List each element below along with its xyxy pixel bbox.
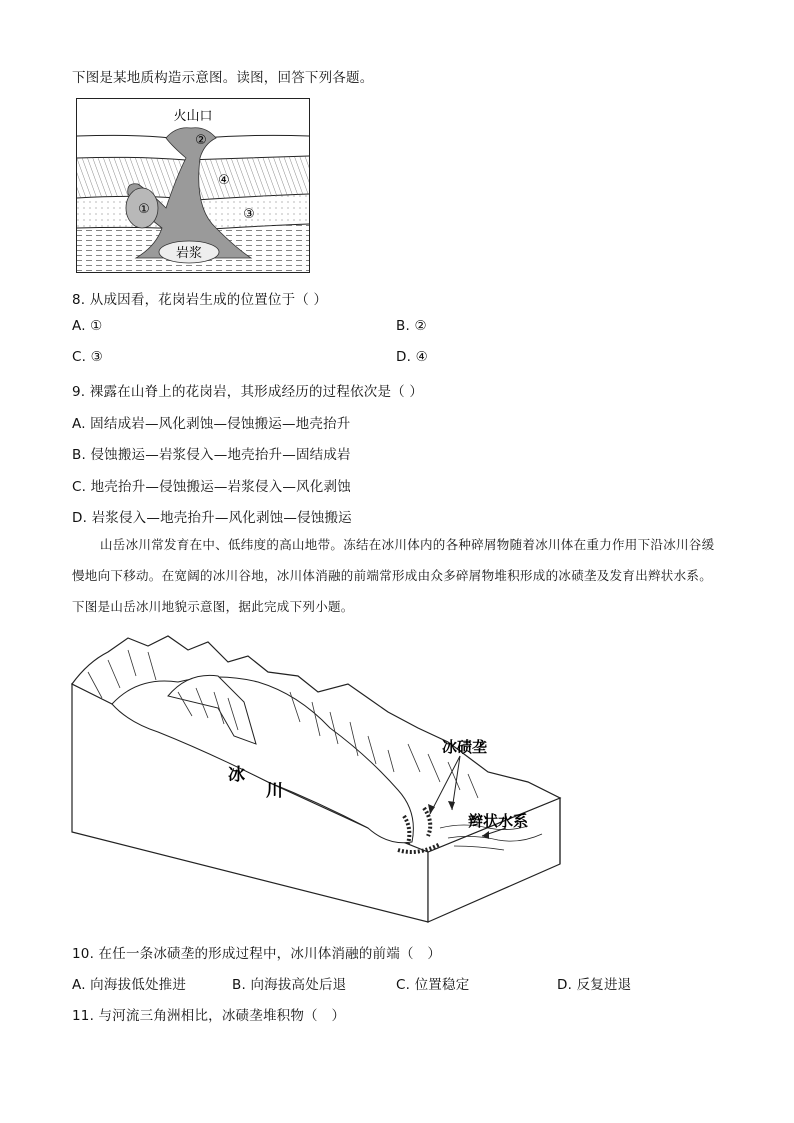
q8-option-c[interactable]: C. ③ (72, 349, 103, 365)
q9-option-c[interactable]: C. 地壳抬升—侵蚀搬运—岩浆侵入—风化剥蚀 (72, 479, 351, 495)
glacier-label-1: 冰 (228, 765, 245, 785)
moraine-label: 冰碛垄 (442, 738, 488, 756)
magma-label: 岩浆 (175, 246, 203, 261)
q10-option-a[interactable]: A. 向海拔低处推进 (72, 977, 187, 993)
q10-stem: 10. 在任一条冰碛垄的形成过程中，冰川体消融的前端（ ） (72, 946, 442, 962)
q8-option-b[interactable]: B. ② (396, 318, 427, 334)
q11-stem: 11. 与河流三角洲相比，冰碛垄堆积物（ ） (72, 1008, 346, 1024)
marker-2: ② (195, 133, 207, 148)
glacier-label-2: 川 (266, 781, 283, 801)
marker-1: ① (138, 202, 150, 217)
marker-4: ④ (218, 173, 230, 188)
braided-stream-label: 辫状水系 (468, 812, 529, 830)
marker-3: ③ (243, 207, 255, 222)
glacier-passage: 山岳冰川常发育在中、低纬度的高山地带。冻结在冰川体内的各种碎屑物随着冰川体在重力作用下沿冰川谷缓慢地向下移动。在宽阔的冰川谷地，冰川体消融的前端常形成由众多碎屑物堆积形成的冰碛垄及发育出辫状水系。下图是山岳冰川地貌示意图，据此完成下列小题。 (72, 537, 715, 614)
glacier-landform-figure (68, 632, 564, 924)
q10-option-b[interactable]: B. 向海拔高处后退 (232, 977, 347, 993)
q8-option-a[interactable]: A. ① (72, 318, 103, 334)
q10-option-c[interactable]: C. 位置稳定 (396, 977, 470, 993)
q9-stem: 9. 裸露在山脊上的花岗岩，其形成经历的过程依次是（ ） (72, 384, 424, 400)
q9-option-d[interactable]: D. 岩浆侵入—地壳抬升—风化剥蚀—侵蚀搬运 (72, 510, 352, 526)
q8-option-d[interactable]: D. ④ (396, 349, 428, 365)
crater-label: 火山口 (173, 109, 213, 124)
geological-structure-figure (76, 98, 310, 273)
q10-option-d[interactable]: D. 反复进退 (557, 977, 632, 993)
q8-stem: 8. 从成因看，花岗岩生成的位置位于（ ） (72, 292, 328, 308)
intro-text: 下图是某地质构造示意图。读图，回答下列各题。 (72, 70, 374, 86)
q9-option-b[interactable]: B. 侵蚀搬运—岩浆侵入—地壳抬升—固结成岩 (72, 447, 351, 463)
q9-option-a[interactable]: A. 固结成岩—风化剥蚀—侵蚀搬运—地壳抬升 (72, 416, 351, 432)
